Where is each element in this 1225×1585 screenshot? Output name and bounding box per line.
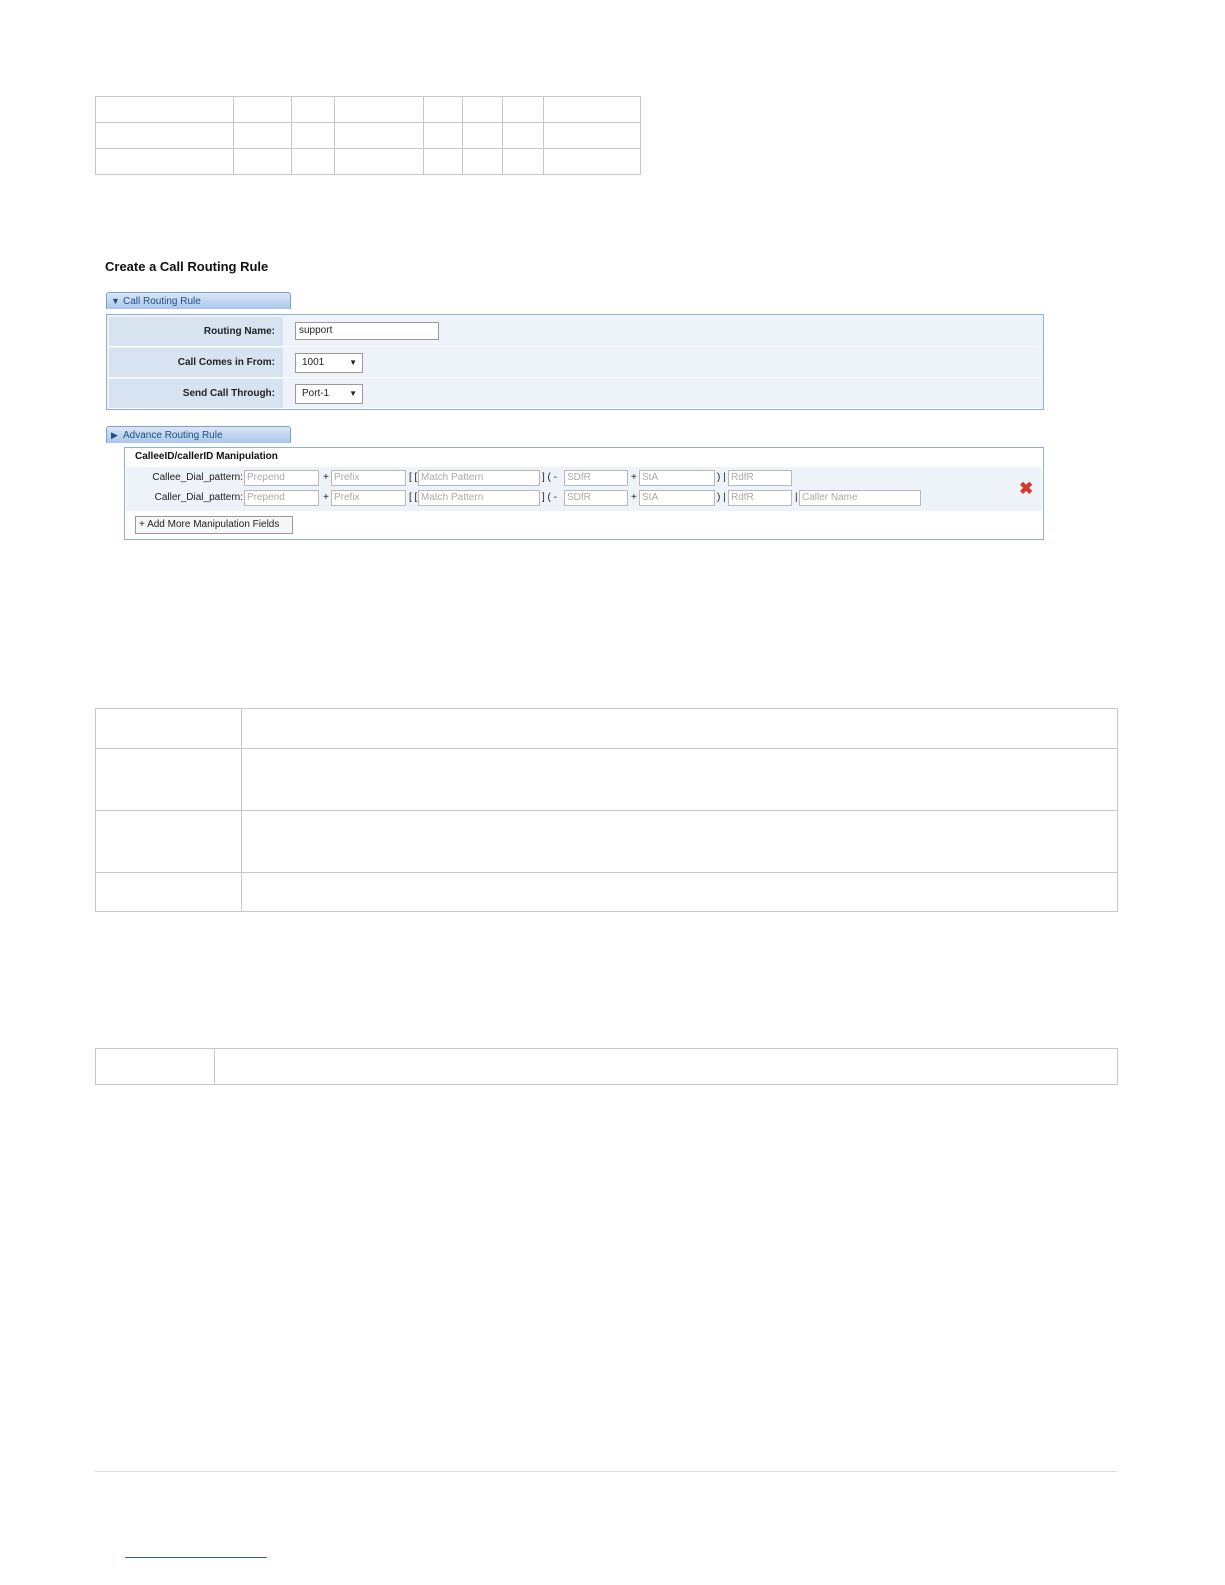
- middle-table: [95, 708, 1118, 912]
- send-call-through-select[interactable]: Port-1 ▼: [295, 384, 363, 404]
- add-manipulation-fields-button[interactable]: + Add More Manipulation Fields: [135, 516, 293, 534]
- callee-match-pattern-input[interactable]: Match Pattern: [418, 470, 540, 486]
- table-row: [96, 811, 1118, 873]
- chevron-down-icon: ▼: [349, 389, 357, 398]
- callee-sdfr-input[interactable]: SDfR: [564, 470, 628, 486]
- callee-prepend-input[interactable]: Prepend: [244, 470, 319, 486]
- caller-pattern-label: Caller_Dial_pattern:: [154, 492, 243, 503]
- caller-name-input[interactable]: Caller Name: [799, 490, 921, 506]
- table-row: [96, 149, 641, 175]
- tab-label: Call Routing Rule: [123, 296, 201, 307]
- routing-name-input[interactable]: support: [295, 322, 439, 340]
- delete-icon[interactable]: ✖: [1019, 479, 1034, 498]
- table-row: [96, 1049, 1118, 1085]
- callee-pattern-label: Callee_Dial_pattern:: [152, 472, 243, 483]
- send-call-through-label: Send Call Through:: [109, 379, 283, 408]
- table-row: [96, 709, 1118, 749]
- footer-divider: [95, 1471, 1117, 1472]
- table-row: [96, 873, 1118, 912]
- callee-sta-input[interactable]: StA: [639, 470, 715, 486]
- call-routing-screenshot: [96, 250, 1048, 550]
- caller-sta-input[interactable]: StA: [639, 490, 715, 506]
- caller-prefix-input[interactable]: Prefix: [331, 490, 406, 506]
- caller-sdfr-input[interactable]: SDfR: [564, 490, 628, 506]
- table-row: [96, 749, 1118, 811]
- manipulation-panel: CalleeID/callerID Manipulation Callee_Dial_pattern: Prepend + Prefix [ [ Match Pattern ] ( - SDfR + StA ) | RdfR Caller_Dial_pattern: Prepend + Prefix [ [ Match Pattern ] ( - SDfR + StA ) | RdfR | Caller Name ✖ + Add More Manipulation Fields: [124, 447, 1044, 540]
- caller-rdfr-input[interactable]: RdfR: [728, 490, 792, 506]
- page-title: Create a Call Routing Rule: [105, 259, 269, 274]
- table-row: [96, 97, 641, 123]
- call-comes-from-row: [109, 348, 1041, 378]
- triangle-right-icon: ▶: [111, 430, 118, 440]
- tab-label: Advance Routing Rule: [123, 430, 223, 441]
- footer-link[interactable]: [125, 1557, 267, 1558]
- routing-name-label: Routing Name:: [109, 317, 283, 346]
- tab-advance-routing-rule[interactable]: [106, 426, 291, 443]
- call-routing-rule-panel: [106, 314, 1044, 410]
- call-comes-from-label: Call Comes in From:: [109, 348, 283, 377]
- bottom-table: [95, 1048, 1118, 1085]
- caller-match-pattern-input[interactable]: Match Pattern: [418, 490, 540, 506]
- top-table: [95, 96, 641, 175]
- chevron-down-icon: ▼: [349, 358, 357, 367]
- tab-call-routing-rule[interactable]: [106, 292, 291, 309]
- caller-prepend-input[interactable]: Prepend: [244, 490, 319, 506]
- routing-name-row: [109, 317, 1041, 347]
- callee-prefix-input[interactable]: Prefix: [331, 470, 406, 486]
- callee-rdfr-input[interactable]: RdfR: [728, 470, 792, 486]
- table-row: [96, 123, 641, 149]
- manipulation-title: CalleeID/callerID Manipulation: [135, 451, 278, 462]
- triangle-down-icon: ▼: [111, 296, 120, 306]
- call-comes-from-select[interactable]: 1001 ▼: [295, 353, 363, 373]
- send-call-through-row: [109, 379, 1041, 409]
